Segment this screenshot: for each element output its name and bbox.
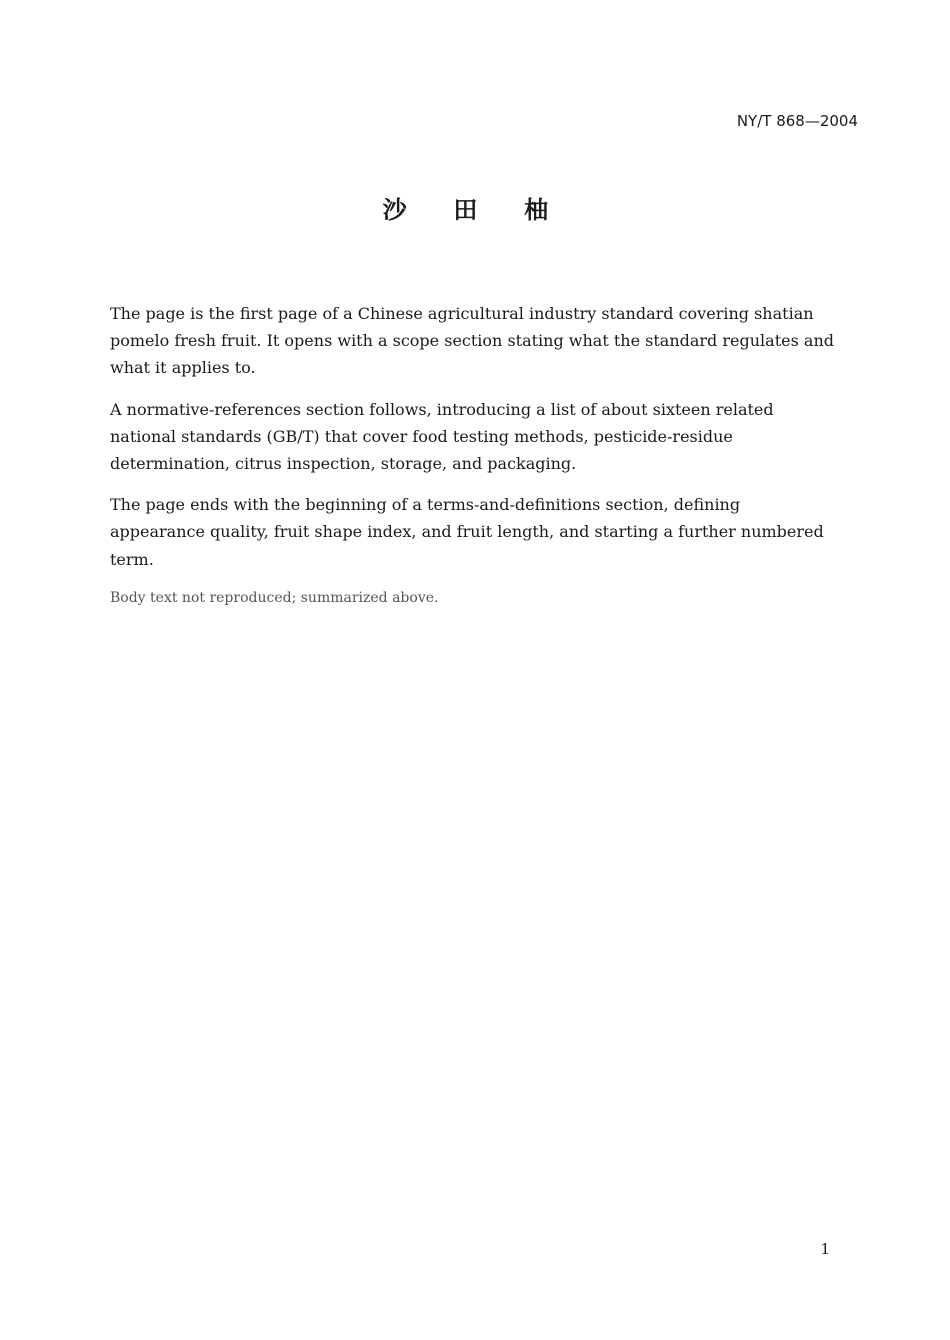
page-number: 1 bbox=[820, 1240, 830, 1258]
summary-note: Body text not reproduced; summarized above. bbox=[110, 589, 439, 606]
summary-references: A normative-references section follows, introducing a list of about sixteen related national standards (GB/T) that cover food testing methods, pesticide-residue determination, citrus inspection, storage, and packaging. bbox=[110, 399, 774, 473]
summary-definitions: The page ends with the beginning of a terms-and-definitions section, defining appearance quality, fruit shape index, and fruit length, and starting a further numbered term. bbox=[110, 495, 824, 569]
standard-code: NY/T 868—2004 bbox=[736, 112, 858, 130]
content-summary bbox=[110, 300, 840, 624]
summary-overview: The page is the first page of a Chinese agricultural industry standard covering shatian pomelo fresh fruit. It opens with a scope section stating what the standard regulates and what it applies to. bbox=[110, 304, 834, 378]
document-title: 沙 田 柚 bbox=[382, 196, 568, 224]
